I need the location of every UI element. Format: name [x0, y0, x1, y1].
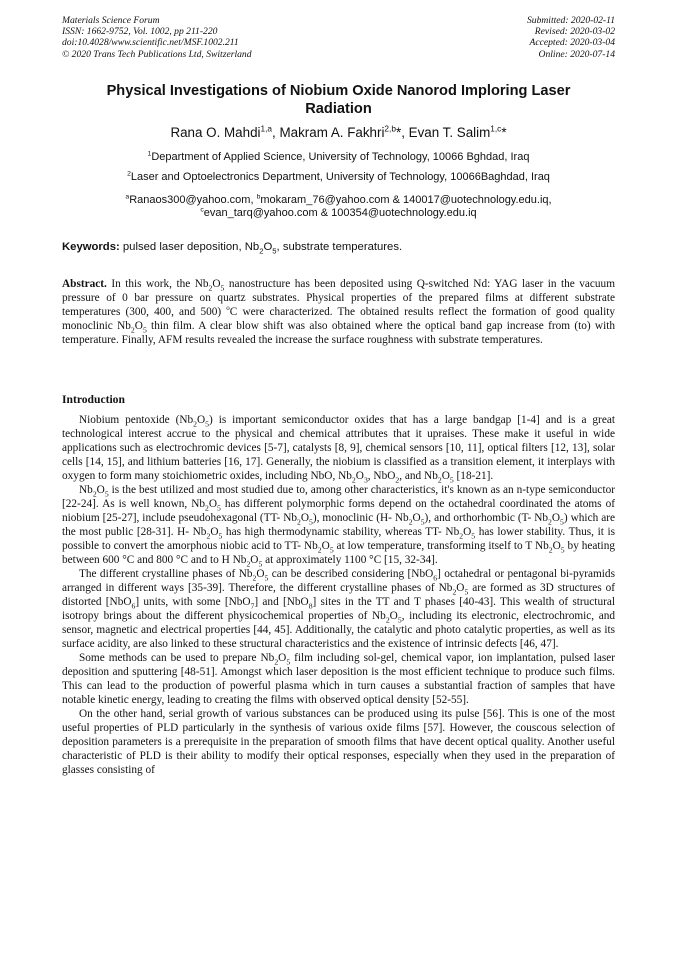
paragraph	[62, 707, 615, 777]
text: The different crystalline phases of Nb	[79, 568, 253, 580]
text: O	[551, 512, 561, 524]
affiliation-1	[62, 151, 615, 164]
corresponding-mark: *	[395, 125, 402, 140]
subscript: 2	[246, 559, 251, 569]
text: O	[441, 470, 450, 482]
text: has high thermodynamic stability, whereas TT- Nb	[222, 526, 460, 538]
text: at low temperature, transforming itself to T Nb	[333, 540, 549, 552]
journal-doi: doi:10.4028/www.scientific.net/MSF.1002.211	[62, 37, 239, 49]
text: are formed as 3D structures of distorted [NbO	[62, 582, 615, 608]
email-text: mokaram_76@yahoo.com & 140017@uotechnology.edu.iq,	[260, 194, 552, 206]
keywords-label: Keywords:	[62, 241, 120, 253]
author-affiliation-mark: 1,c	[490, 123, 502, 134]
submission-dates	[527, 15, 615, 60]
paragraph	[62, 651, 615, 707]
abstract	[62, 277, 615, 347]
author-affiliation-mark: 2,b	[384, 123, 396, 134]
text: Niobium pentoxide (Nb	[79, 414, 194, 426]
text: O	[278, 652, 287, 664]
text: O	[463, 526, 472, 538]
subscript: 6	[131, 601, 136, 611]
abstract-text: thin film. A clear blow shift was also obtained where the optical band gap increase from (to) with temperature. Finally, AFM results revealed the increase the surface roughness with substrate temperatures.	[62, 320, 615, 346]
subscript: 3	[363, 475, 368, 485]
subscript: 2	[259, 246, 264, 256]
keywords-text: , substrate temperatures.	[276, 241, 403, 253]
subscript: 2	[437, 475, 442, 485]
subscript: 2	[92, 489, 97, 499]
date-online: Online: 2020-07-14	[538, 48, 615, 60]
title-line-1: Physical Investigations of Niobium Oxide Nanorod Imploring Laser	[106, 83, 571, 99]
email-mark: b	[256, 193, 261, 201]
affiliation-mark: 2	[127, 170, 131, 178]
abstract-label: Abstract.	[62, 278, 107, 290]
date-revised: Revised: 2020-03-02	[534, 26, 615, 38]
email-text: evan_tarq@yahoo.com & 100354@uotechnology.edu.iq	[203, 207, 477, 219]
corresponding-mark: *	[501, 125, 507, 140]
subscript: 5	[420, 517, 425, 527]
text: is the best utilized and most studied due to, among other characteristics, it's known as an n-type semiconductor [22-24]. As is well known, Nb	[62, 484, 615, 510]
degree-mark: o	[226, 304, 230, 313]
date-submitted: Submitted: 2020-02-11	[526, 15, 615, 26]
abstract-text: In this work, the Nb	[106, 278, 209, 290]
text: [18-21].	[453, 470, 494, 482]
subscript: 2	[208, 283, 213, 293]
journal-name: Materials Science Forum	[62, 15, 160, 26]
text: film including sol-gel, chemical vapor, ion implantation, pulsed laser deposition and sputtering [48-51]. Amongst which laser deposition is the most efficient technique to produce such films. This can lead to the production of powerful plasma which in turn causes a substantial fraction of samples that have notable kinetic energy, leading to creating the films with observed optical density [52-55].	[62, 652, 616, 706]
author-affiliation-mark: 1,a	[260, 123, 273, 134]
text: O	[389, 610, 398, 622]
subscript: 2	[548, 517, 552, 527]
text: O	[250, 554, 259, 566]
author-name: Rana O. Mahdi	[170, 125, 261, 140]
email-text: Ranaos300@yahoo.com,	[129, 194, 257, 206]
journal-issn: ISSN: 1662-9752, Vol. 1002, pp 211-220	[62, 26, 218, 38]
text: O	[96, 484, 105, 496]
keywords	[62, 240, 615, 254]
text: O	[321, 540, 330, 552]
text: O	[208, 498, 218, 510]
subscript: 2	[395, 475, 400, 485]
journal-copyright: © 2020 Trans Tech Publications Ltd, Switzerland	[62, 48, 252, 60]
subscript: 5	[142, 325, 147, 335]
text: , NbO	[367, 470, 396, 482]
subscript: 2	[193, 419, 197, 429]
author-list: Rana O. Mahdi$^{1,a}$, Makram A. Fakhri$^{2,b}$*, Evan T. Salim$^{1,c}$*	[170, 123, 507, 140]
paper-title	[62, 82, 615, 118]
text: On the other hand, serial growth of various substances can be produced using its pulse [56]. This is one of the most useful properties of PLD particularly in the synthesis of various oxide films [57]. However, the couscous selection of deposition parameters is a prerequisite in the preparation of smooth films that have decent optical quality. Another useful characteristic of PLD is their ability to modify their optical responses, especially when they used in the preparation of glasses consisting of	[62, 708, 615, 776]
subscript: 5	[329, 545, 334, 555]
text: ) is important semiconductor oxides that has a large bandgap [1-4] and is a great technological interest accrue to the physical and chemical attributes that it upraises. These make it useful in wide applications such as electrochromic devices [5-7], catalysts [8, 9], chemical sensors [10, 11], optical filters [12, 13], solar cells [14, 15], and lithium batteries [16, 17]. Generally, the niobium is classified as a transition element, it interplays with oxygen to form many stoichiometric oxides, including NbO, Nb	[62, 414, 615, 482]
subscript: 2	[459, 531, 464, 541]
subscript: 2	[297, 517, 301, 527]
text: ] octahedral or pentagonal bi-pyramids arranged in different ways [35-39]. Therefore, the different crystalline phases of Nb	[62, 568, 615, 594]
text: has lower stability. Thus, it is possible to convert the amorphous niobic acid to TT- Nb	[62, 526, 616, 552]
text: ), monoclinic (H- Nb	[312, 512, 409, 524]
keywords-text: pulsed laser deposition, Nb	[119, 241, 260, 253]
section-heading-introduction: Introduction	[62, 393, 125, 406]
subscript: 2	[252, 573, 257, 583]
text: can be described considering [NbO	[268, 568, 434, 580]
subscript: 7	[250, 601, 255, 611]
affiliation-text: Department of Applied Science, University of Technology, 10066 Bghdad, Iraq	[151, 151, 530, 163]
subscript: 5	[218, 531, 223, 541]
email-mark: c	[200, 206, 204, 214]
email-mark: a	[125, 193, 130, 201]
text: ) which are the most public [28-31]. H- Nb	[62, 512, 615, 538]
text: has different polymorphic forms depend on the octahedral coordinated the atoms of niobium [25-27], include pseudohexagonal (TT- Nb	[62, 498, 615, 524]
text: , and Nb	[399, 470, 438, 482]
subscript: 5	[449, 475, 454, 485]
author-name: Evan T. Salim	[408, 125, 491, 140]
paragraph	[62, 483, 615, 567]
text: ] units, with some [NbO	[135, 596, 251, 608]
author-name: Makram A. Fakhri	[279, 125, 385, 140]
subscript: 2	[452, 587, 457, 597]
text: O	[197, 414, 206, 426]
journal-info	[62, 15, 252, 60]
subscript: 5	[272, 246, 277, 256]
subscript: 5	[205, 419, 210, 429]
date-accepted: Accepted: 2020-03-04	[529, 37, 615, 49]
affiliation-mark: 1	[147, 150, 152, 158]
subscript: 2	[317, 545, 322, 555]
author-emails-line-1	[62, 194, 615, 207]
text: O	[300, 512, 310, 524]
subscript: 2	[205, 503, 209, 513]
subscript: 5	[220, 283, 225, 293]
text: O	[210, 526, 219, 538]
text: O	[256, 568, 265, 580]
text: , including its electronic, electrochromic, and sensor, magnetic and electrical properties [44, 45]. Additionally, the catalytic and photo catalytic properties, as well as its surface acidity, are also linked to these structural characteristics and the existence of intrinsic defects [46, 47].	[62, 610, 616, 650]
subscript: 8	[308, 601, 313, 611]
text: O	[355, 470, 364, 482]
abstract-text: C were characterized. The obtained results reflect the formation of good quality monoclinic Nb	[62, 306, 616, 332]
text: O	[412, 512, 421, 524]
subscript: 5	[104, 489, 109, 499]
paragraph	[62, 413, 615, 483]
subscript: 2	[206, 531, 211, 541]
subscript: 5	[309, 517, 313, 527]
subscript: 5	[264, 573, 269, 583]
subscript: 2	[351, 475, 356, 485]
text: at approximately 1100 °C [15, 32-34].	[262, 554, 438, 566]
text: Nb	[79, 484, 93, 496]
subscript: 2	[385, 615, 390, 625]
subscript: 5	[464, 587, 469, 597]
text: O	[552, 540, 561, 552]
introduction-body	[62, 413, 615, 777]
author-emails-line-2	[62, 207, 615, 220]
subscript: 5	[286, 657, 291, 667]
text: by heating between 600 °C and 800 °C and to H Nb	[62, 540, 615, 566]
affiliation-text: Laser and Optoelectronics Department, University of Technology, 10066Baghdad, Iraq	[130, 171, 550, 183]
text: ), and orthorhombic (T- Nb	[424, 512, 549, 524]
keywords-text: O	[263, 241, 273, 253]
title-line-2: Radiation	[305, 101, 372, 117]
subscript: 2	[274, 657, 279, 667]
abstract-text: O	[212, 278, 221, 290]
subscript: 6	[433, 573, 438, 583]
subscript: 5	[397, 615, 402, 625]
text: ] and [NbO	[254, 596, 309, 608]
subscript: 2	[548, 545, 553, 555]
subscript: 5	[258, 559, 263, 569]
abstract-text: nanostructure has been deposited using Q-switched Nd: YAG laser in the vacuum pressure of 0 bar pressure on quartz substrates. Physical properties of the prepared films at different substrate temperatures (300, 400, and 500)	[62, 278, 615, 318]
subscript: 5	[560, 545, 565, 555]
affiliation-2	[62, 171, 615, 184]
abstract-text: O	[134, 320, 143, 332]
subscript: 5	[217, 503, 221, 513]
text: O	[456, 582, 465, 594]
subscript: 5	[471, 531, 476, 541]
text: ] sites in the TT and T phases [40-43]. This wealth of structural isotropy brings about the different physicochemical properties of Nb	[62, 596, 616, 622]
subscript: 2	[130, 325, 135, 335]
subscript: 5	[560, 517, 564, 527]
text: Some methods can be used to prepare Nb	[79, 652, 275, 664]
subscript: 2	[408, 517, 413, 527]
paragraph	[62, 567, 615, 651]
